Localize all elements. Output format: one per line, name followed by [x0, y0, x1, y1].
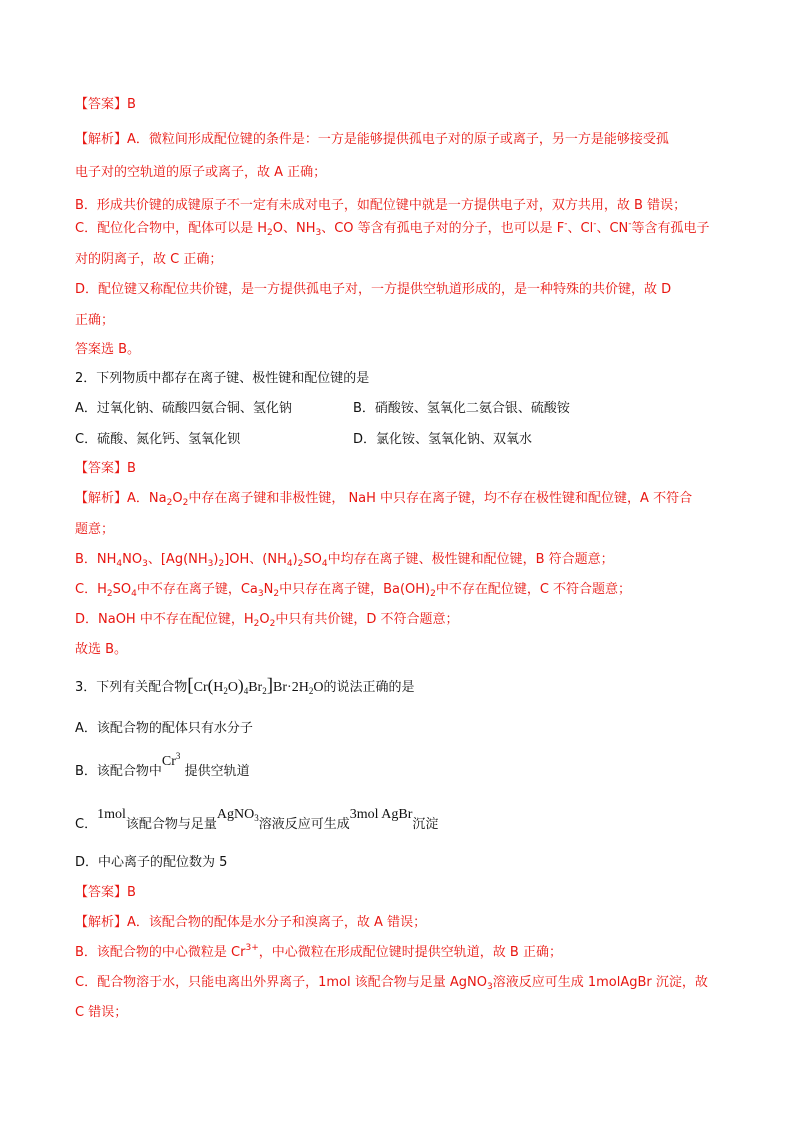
complex-formula: $[Cr(H_2O)_4Br_2]Br\cdot 2H_2O$ [187, 675, 324, 696]
q3-option-c: C．1mol该配合物与足量AgNO$_3$溶液反应可生成3mol AgBr沉淀 [75, 807, 439, 832]
q2-option-d: D．氯化铵、氢氧化钠、双氧水 [353, 432, 533, 447]
q2-answer: 【答案】B [75, 461, 136, 476]
q3-analysis-line-3: C．配合物溶于水，只能电离出外界离子，1mol 该配合物与足量 AgNO$_3$溶液反应可生成 1molAgBr 沉淀，故 [75, 975, 708, 992]
q2-analysis-line-3: B．$NH_4NO_3$、$[Ag(NH_3)_2]OH$、$(NH_4)_2SO_4$中均存在离子键、极性键和配位键，B 符合题意； [75, 552, 614, 569]
q1-analysis-line-4: C．配位化合物中，配体可以是 $H_2O$、$NH_3$、CO 等含有孤电子对的分子，也可以是 F-、Cl-、CN-等含有孤电子 [75, 219, 710, 238]
q3-analysis-line-4: C 错误； [75, 1005, 128, 1020]
q2-conclusion: 故选 B。 [75, 642, 128, 657]
cr-ion: Cr$^3$ [161, 751, 181, 769]
q2-analysis-line-1: 【解析】A．$Na_2O_2$中存在离子键和非极性键， NaH 中只存在离子键，均不存在极性键和配位键，A 不符合 [75, 491, 693, 508]
q1-analysis-line-6: D．配位键又称配位共价键，是一方提供孤电子对，一方提供空轨道形成的，是一种特殊的共价键，故 D [75, 282, 672, 297]
q1-analysis-line-2: 电子对的空轨道的原子或离子，故 A 正确； [75, 165, 327, 180]
mol-amount: 1mol [97, 807, 126, 822]
q2-analysis-line-2: 题意； [75, 522, 115, 537]
q3-option-d: D．中心离子的配位数为 5 [75, 855, 228, 870]
q3-analysis-line-2: B．该配合物的中心微粒是 $Cr^{3+}$，中心微粒在形成配位键时提供空轨道，故 B 正确； [75, 943, 562, 960]
q2-options-row-1 [75, 399, 292, 419]
q3-answer: 【答案】B [75, 885, 136, 900]
q1-analysis-line-3: B．形成共价键的成键原子不一定有未成对电子，如配位键中就是一方提供电子对，双方共用，故 B 错误； [75, 198, 687, 213]
q2-stem: 2．下列物质中都存在离子键、极性键和配位键的是 [75, 371, 370, 386]
q1-analysis-line-7: 正确； [75, 313, 115, 328]
q3-option-a: A．该配合物的配体只有水分子 [75, 721, 253, 736]
q2-option-a: A．过氧化钠、硫酸四氨合铜、氢化钠 [75, 401, 292, 416]
product-amount: 3mol AgBr [349, 807, 413, 822]
q2-analysis-line-4: C．$H_2SO_4$中不存在离子键，$Ca_3N_2$中只存在离子键，$Ba(OH)_2$中不存在配位键，C 不符合题意； [75, 582, 632, 599]
q1-conclusion: 答案选 B。 [75, 342, 141, 357]
q3-analysis-line-1: 【解析】A．该配合物的配体是水分子和溴离子，故 A 错误； [75, 915, 427, 930]
q3-stem: 3．下列有关配合物$[Cr(H_2O)_4Br_2]Br\cdot 2H_2O$的说法正确的是 [75, 675, 415, 696]
q3-option-b: B．该配合物中Cr$^3$ 提供空轨道 [75, 751, 250, 779]
q1-analysis-line-1: 【解析】A．微粒间形成配位键的条件是：一方是能够提供孤电子对的原子或离子，另一方是能够接受孤 [75, 132, 669, 147]
q2-analysis-line-5: D．NaOH 中不存在配位键，$H_2O_2$中只有共价键，D 不符合题意； [75, 612, 459, 629]
q2-option-b: B．硝酸铵、氢氧化二氨合银、硫酸铵 [353, 401, 570, 416]
agno3-formula: AgNO$_3$ [216, 807, 259, 823]
q2-option-c: C．硫酸、氮化钙、氢氧化钡 [75, 432, 241, 447]
q1-analysis-line-5: 对的阴离子，故 C 正确； [75, 252, 223, 267]
q1-answer: 【答案】B [75, 97, 136, 112]
